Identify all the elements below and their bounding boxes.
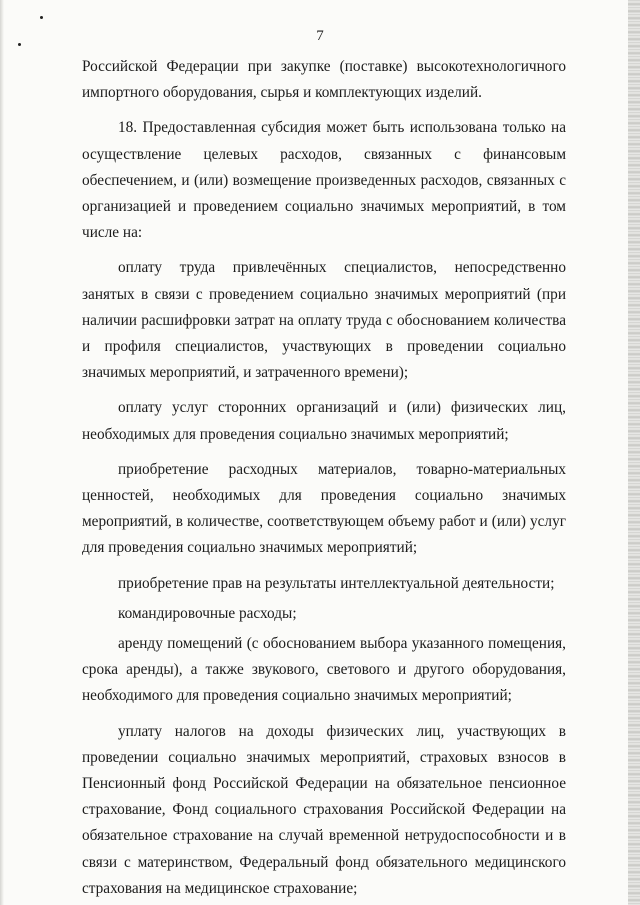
list-item-premises-rental: аренду помещений (с обоснованием выбора указанного помещения, срока аренды), а также звукового, светового и другого оборудования, необходимого для проведения социально значимых мероприятий; [82, 635, 566, 705]
paragraph-continuation: Российской Федерации при закупке (поставке) высокотехнологичного импортного оборудования, сырья и комплектующих изделий. [82, 58, 566, 102]
list-item-materials: приобретение расходных материалов, товарно-материальных ценностей, необходимых для проведения социально значимых мероприятий, в количестве, соответствующем объему работ и (или) услуг для проведения социально значимых мероприятий; [82, 460, 566, 557]
scan-left-edge [0, 0, 4, 905]
scan-right-edge [628, 0, 640, 905]
page-number: 7 [316, 28, 324, 44]
list-item-third-party-services: оплату услуг сторонних организаций и (или) физических лиц, необходимых для проведения социально значимых мероприятий; [82, 399, 566, 443]
list-item-taxes-contributions: уплату налогов на доходы физических лиц, участвующих в проведении социально значимых мероприятий, страховых взносов в Пенсионный фонд Российской Федерации на обязательное пенсионное страхование, Фонд социального страхования Российской Федерации на обязательное страхование на случай временной нетрудоспособности и в связи с материнством, Федеральный фонд обязательного медицинского страхования на медицинское страхование; [82, 722, 566, 897]
scan-speck [40, 16, 43, 19]
document-body [82, 54, 566, 902]
list-item-travel-expenses: командировочные расходы; [118, 604, 297, 622]
list-item-intellectual-property: приобретение прав на результаты интеллектуальной деятельности; [118, 574, 555, 592]
paragraph-clause-18: 18. Предоставленная субсидия может быть использована только на осуществление целевых расходов, связанных с финансовым обеспечением, и (или) возмещение произведенных расходов, связанных с организацией и проведением социально значимых мероприятий, в том числе на: [82, 119, 566, 242]
list-item-labor-payment: оплату труда привлечённых специалистов, непосредственно занятых в связи с проведением социально значимых мероприятий (при наличии расшифровки затрат на оплату труда с обоснованием количества и профиля специалистов, участвующих в проведении социально значимых мероприятий, и затраченного времени); [82, 259, 566, 382]
